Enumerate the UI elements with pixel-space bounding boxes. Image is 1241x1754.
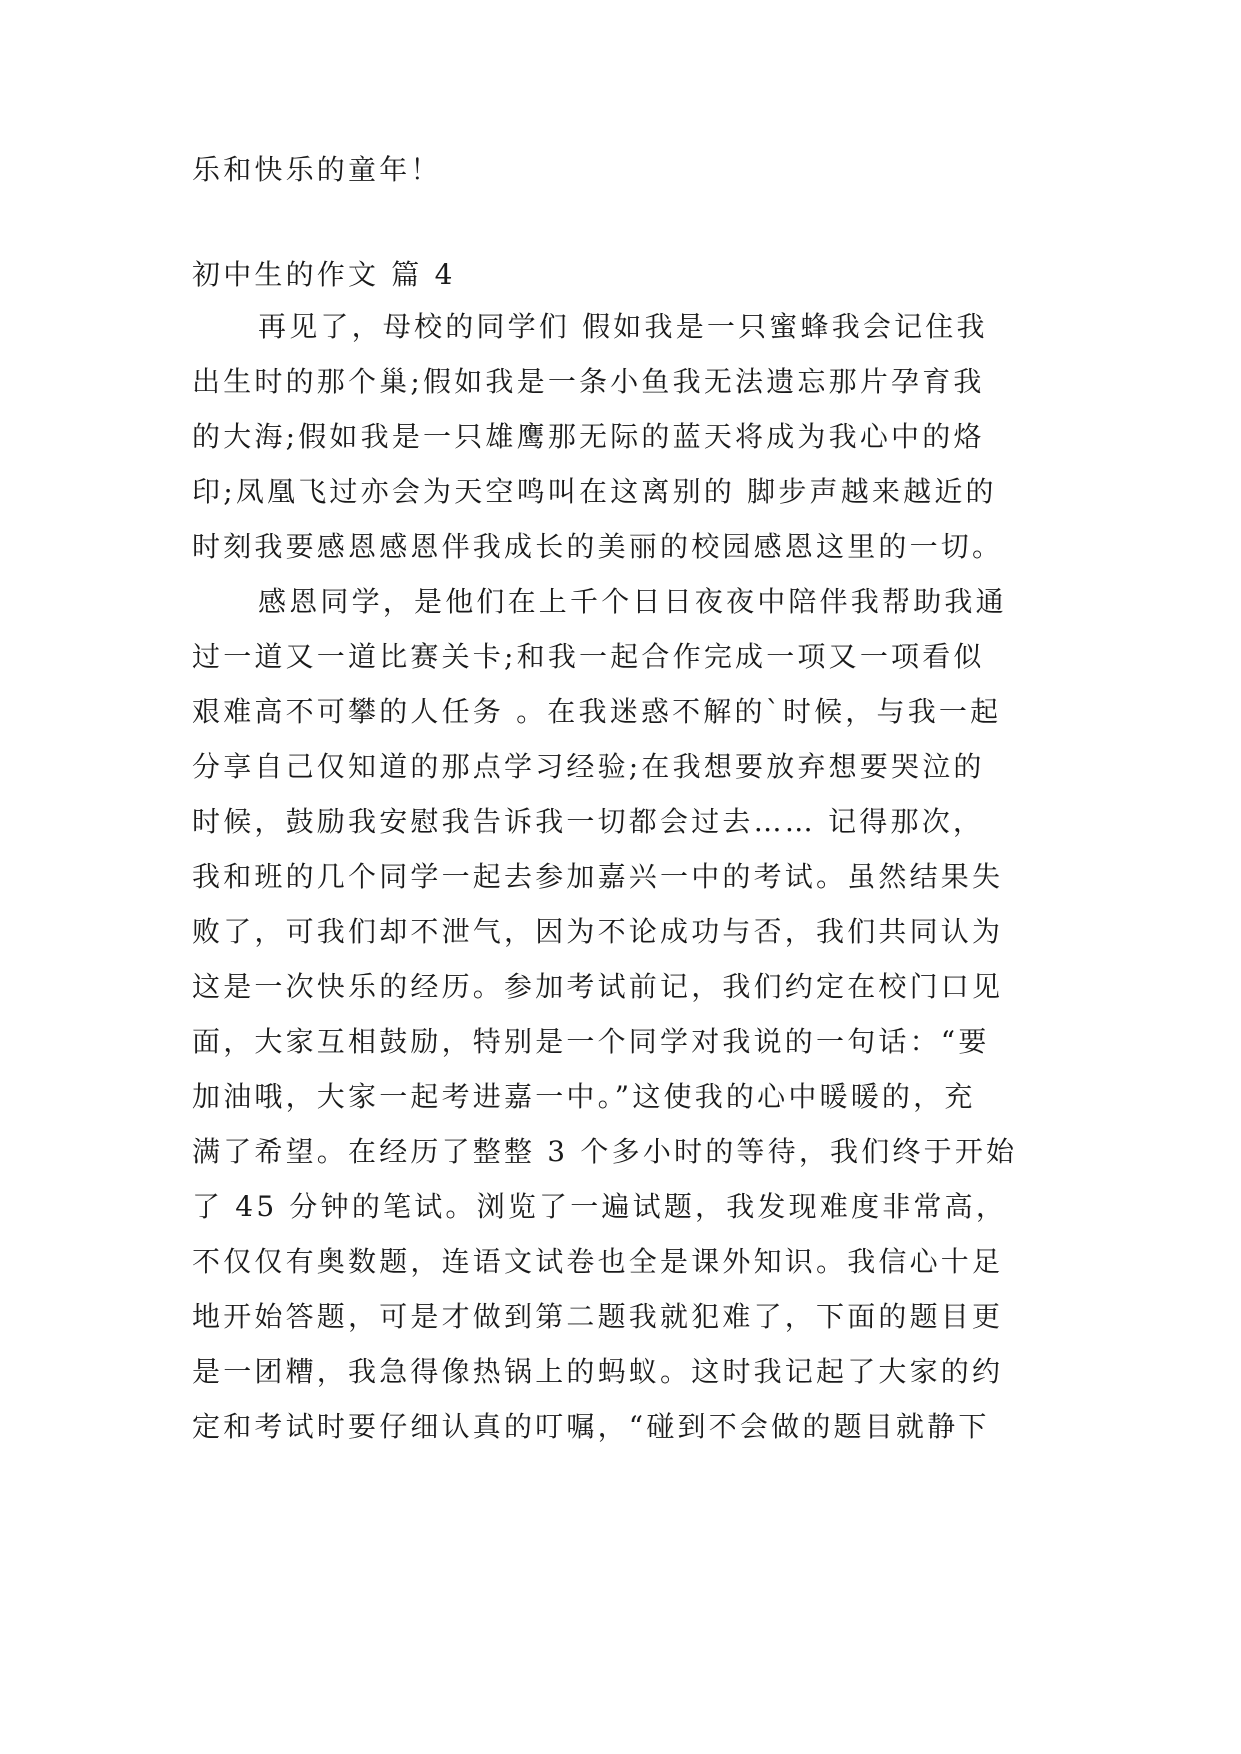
paragraph2-line-5: 时候，鼓励我安慰我告诉我一切都会过去…… 记得那次，: [192, 805, 985, 838]
paragraph2-line-7: 败了，可我们却不泄气，因为不论成功与否，我们共同认为: [192, 915, 1004, 948]
paragraph2-line-15: 是一团糟，我急得像热锅上的蚂蚁。这时我记起了大家的约: [192, 1355, 1004, 1388]
paragraph2-line-12: 了 45 分钟的笔试。浏览了一遍试题，我发现难度非常高，: [192, 1190, 1008, 1223]
paragraph1-line-1: 再见了，母校的同学们 假如我是一只蜜蜂我会记住我: [258, 310, 988, 343]
paragraph2-line-10: 加油哦，大家一起考进嘉一中。”这使我的心中暖暖的，充: [192, 1080, 976, 1113]
paragraph2-line-9: 面，大家互相鼓励，特别是一个同学对我说的一句话：“要: [192, 1025, 990, 1058]
paragraph2-line-4: 分享自己仅知道的那点学习经验;在我想要放弃想要哭泣的: [192, 750, 985, 783]
paragraph2-line-16: 定和考试时要仔细认真的叮嘱，“碰到不会做的题目就静下: [192, 1410, 990, 1443]
paragraph1-line-3: 的大海;假如我是一只雄鹰那无际的蓝天将成为我心中的烙: [192, 420, 985, 453]
paragraph1-line-4: 印;凤凰飞过亦会为天空鸣叫在这离别的 脚步声越来越近的: [192, 475, 997, 508]
paragraph2-line-14: 地开始答题，可是才做到第二题我就犯难了，下面的题目更: [192, 1300, 1004, 1333]
paragraph2-line-3: 艰难高不可攀的人任务 。在我迷惑不解的`时候，与我一起: [192, 695, 1002, 728]
paragraph1-line-2: 出生时的那个巢;假如我是一条小鱼我无法遗忘那片孕育我: [192, 365, 985, 398]
paragraph2-line-11: 满了希望。在经历了整整 3 个多小时的等待，我们终于开始: [192, 1135, 1018, 1168]
paragraph2-line-6: 我和班的几个同学一起去参加嘉兴一中的考试。虽然结果失: [192, 860, 1004, 893]
paragraph2-line-8: 这是一次快乐的经历。参加考试前记，我们约定在校门口见: [192, 970, 1004, 1003]
paragraph2-line-13: 不仅仅有奥数题，连语文试卷也全是课外知识。我信心十足: [192, 1245, 1004, 1278]
paragraph2-line-2: 过一道又一道比赛关卡;和我一起合作完成一项又一项看似: [192, 640, 985, 673]
paragraph2-line-1: 感恩同学，是他们在上千个日日夜夜中陪伴我帮助我通: [258, 585, 1007, 618]
continuation-line: 乐和快乐的童年！: [192, 153, 442, 186]
essay-heading: 初中生的作文 篇 4: [192, 258, 456, 291]
paragraph1-line-5: 时刻我要感恩感恩伴我成长的美丽的校园感恩这里的一切。: [192, 530, 1004, 563]
